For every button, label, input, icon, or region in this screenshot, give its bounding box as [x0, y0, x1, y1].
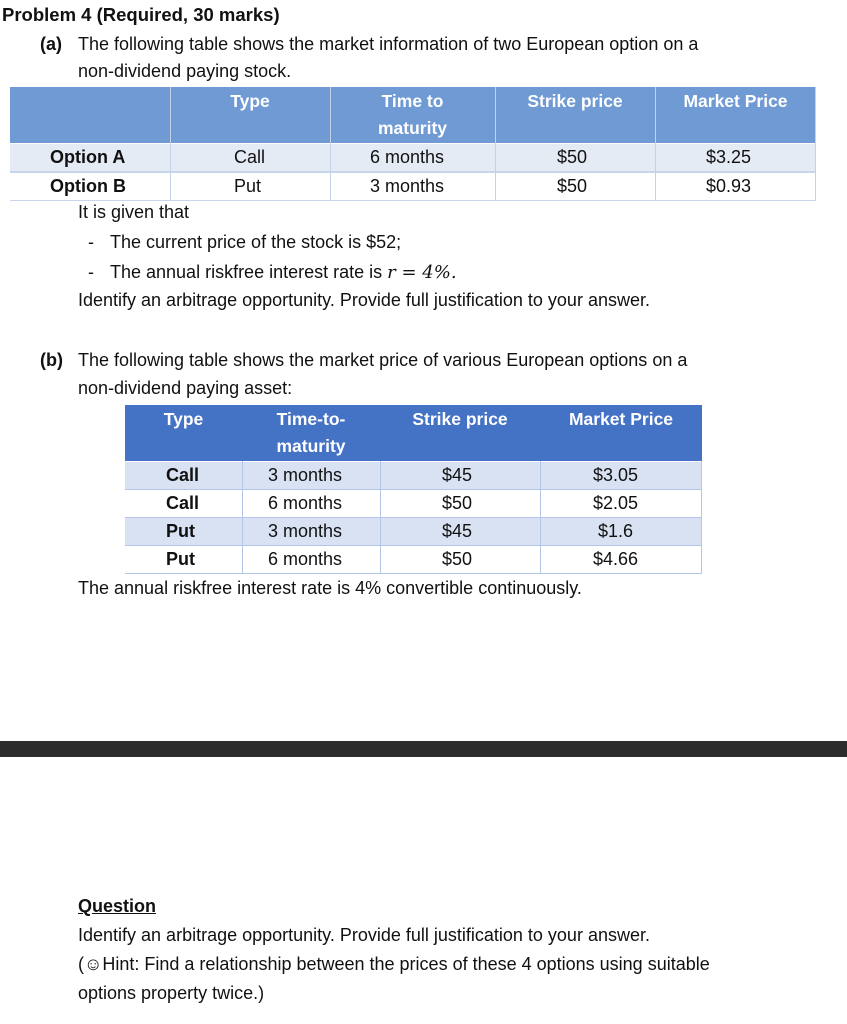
- table-b-divider: [701, 461, 702, 574]
- table-a-divider: [170, 87, 171, 200]
- part-b-label: (b): [40, 350, 63, 370]
- table-row: [125, 490, 702, 518]
- table-a-header-time-line1: Time to: [381, 91, 444, 111]
- bullet-stock-price: The current price of the stock is $52;: [110, 232, 402, 252]
- table-a-divider: [330, 87, 331, 200]
- row-price: $2.05: [593, 493, 639, 513]
- row-strike: $45: [442, 521, 473, 541]
- bullet-dash: -: [88, 232, 94, 252]
- option-b-price: $0.93: [706, 176, 752, 196]
- option-a-type: Call: [234, 147, 266, 167]
- table-row: [10, 144, 816, 172]
- table-a-header-market: Market Price: [683, 91, 788, 111]
- part-a-intro-line2: non-dividend paying stock.: [78, 61, 292, 81]
- table-a-header-type: Type: [230, 91, 270, 111]
- table-row: [125, 546, 702, 574]
- interest-rate-math: r = 4%.: [387, 262, 457, 283]
- table-b-divider: [380, 461, 381, 574]
- table-row: [125, 518, 702, 546]
- table-b-header-time-line1: Time-to-: [276, 409, 346, 429]
- row-strike: $50: [442, 493, 473, 513]
- part-a-intro-line1: The following table shows the market information of two European option on a: [78, 34, 699, 54]
- row-price: $1.6: [598, 521, 634, 541]
- table-b-header-time-line2: maturity: [276, 436, 346, 456]
- table-b-header-type: Type: [163, 409, 204, 429]
- option-a-name: Option A: [50, 147, 126, 167]
- row-strike: $45: [442, 465, 473, 485]
- option-b-type: Put: [234, 176, 262, 196]
- given-text: It is given that: [78, 202, 190, 222]
- option-b-time: 3 months: [370, 176, 445, 196]
- table-a-header-time-line2: maturity: [377, 118, 448, 138]
- interest-rate-text: The annual riskfree interest rate is: [110, 262, 383, 282]
- problem-title: Problem 4 (Required, 30 marks): [2, 4, 280, 25]
- option-a-price: $3.25: [706, 147, 752, 167]
- option-b-name: Option B: [50, 176, 126, 196]
- row-time: 3 months: [268, 521, 343, 541]
- row-type: Put: [166, 521, 195, 541]
- part-a-label: (a): [40, 34, 62, 54]
- part-b-intro-line1: The following table shows the market price of various European options on a: [78, 350, 688, 370]
- table-row: [125, 462, 702, 490]
- table-b-header-market: Market Price: [568, 409, 674, 429]
- part-a-task: Identify an arbitrage opportunity. Provide full justification to your answer.: [78, 290, 650, 310]
- row-type: Put: [166, 549, 195, 569]
- row-time: 6 months: [268, 493, 343, 513]
- table-b-divider: [540, 461, 541, 574]
- table-a-divider: [495, 87, 496, 200]
- table-a-header: [10, 87, 816, 143]
- row-price: $4.66: [593, 549, 639, 569]
- bullet-dash: -: [88, 262, 94, 282]
- table-b-header-strike: Strike price: [412, 409, 508, 429]
- question-line1: Identify an arbitrage opportunity. Provide full justification to your answer.: [78, 925, 650, 945]
- option-a-strike: $50: [557, 147, 588, 167]
- table-row: [10, 172, 816, 201]
- bullet-interest-rate: [110, 262, 457, 283]
- question-line2: (☺Hint: Find a relationship between the prices of these 4 options using suitable: [78, 954, 710, 974]
- table-a-header-strike: Strike price: [527, 91, 623, 111]
- option-a-time: 6 months: [370, 147, 445, 167]
- row-type: Call: [166, 493, 200, 513]
- section-divider: [0, 741, 847, 757]
- question-line3: options property twice.): [78, 983, 265, 1003]
- table-b-divider: [242, 461, 243, 574]
- row-price: $3.05: [593, 465, 639, 485]
- table-a-divider: [655, 87, 656, 200]
- table-a-divider: [815, 87, 816, 200]
- row-type: Call: [166, 465, 200, 485]
- table-b-header: [125, 405, 702, 461]
- question-heading: Question: [78, 896, 157, 916]
- part-b-note: The annual riskfree interest rate is 4% convertible continuously.: [78, 578, 582, 598]
- row-time: 6 months: [268, 549, 343, 569]
- part-b-intro-line2: non-dividend paying asset:: [78, 378, 293, 398]
- row-time: 3 months: [268, 465, 343, 485]
- option-b-strike: $50: [557, 176, 588, 196]
- row-strike: $50: [442, 549, 473, 569]
